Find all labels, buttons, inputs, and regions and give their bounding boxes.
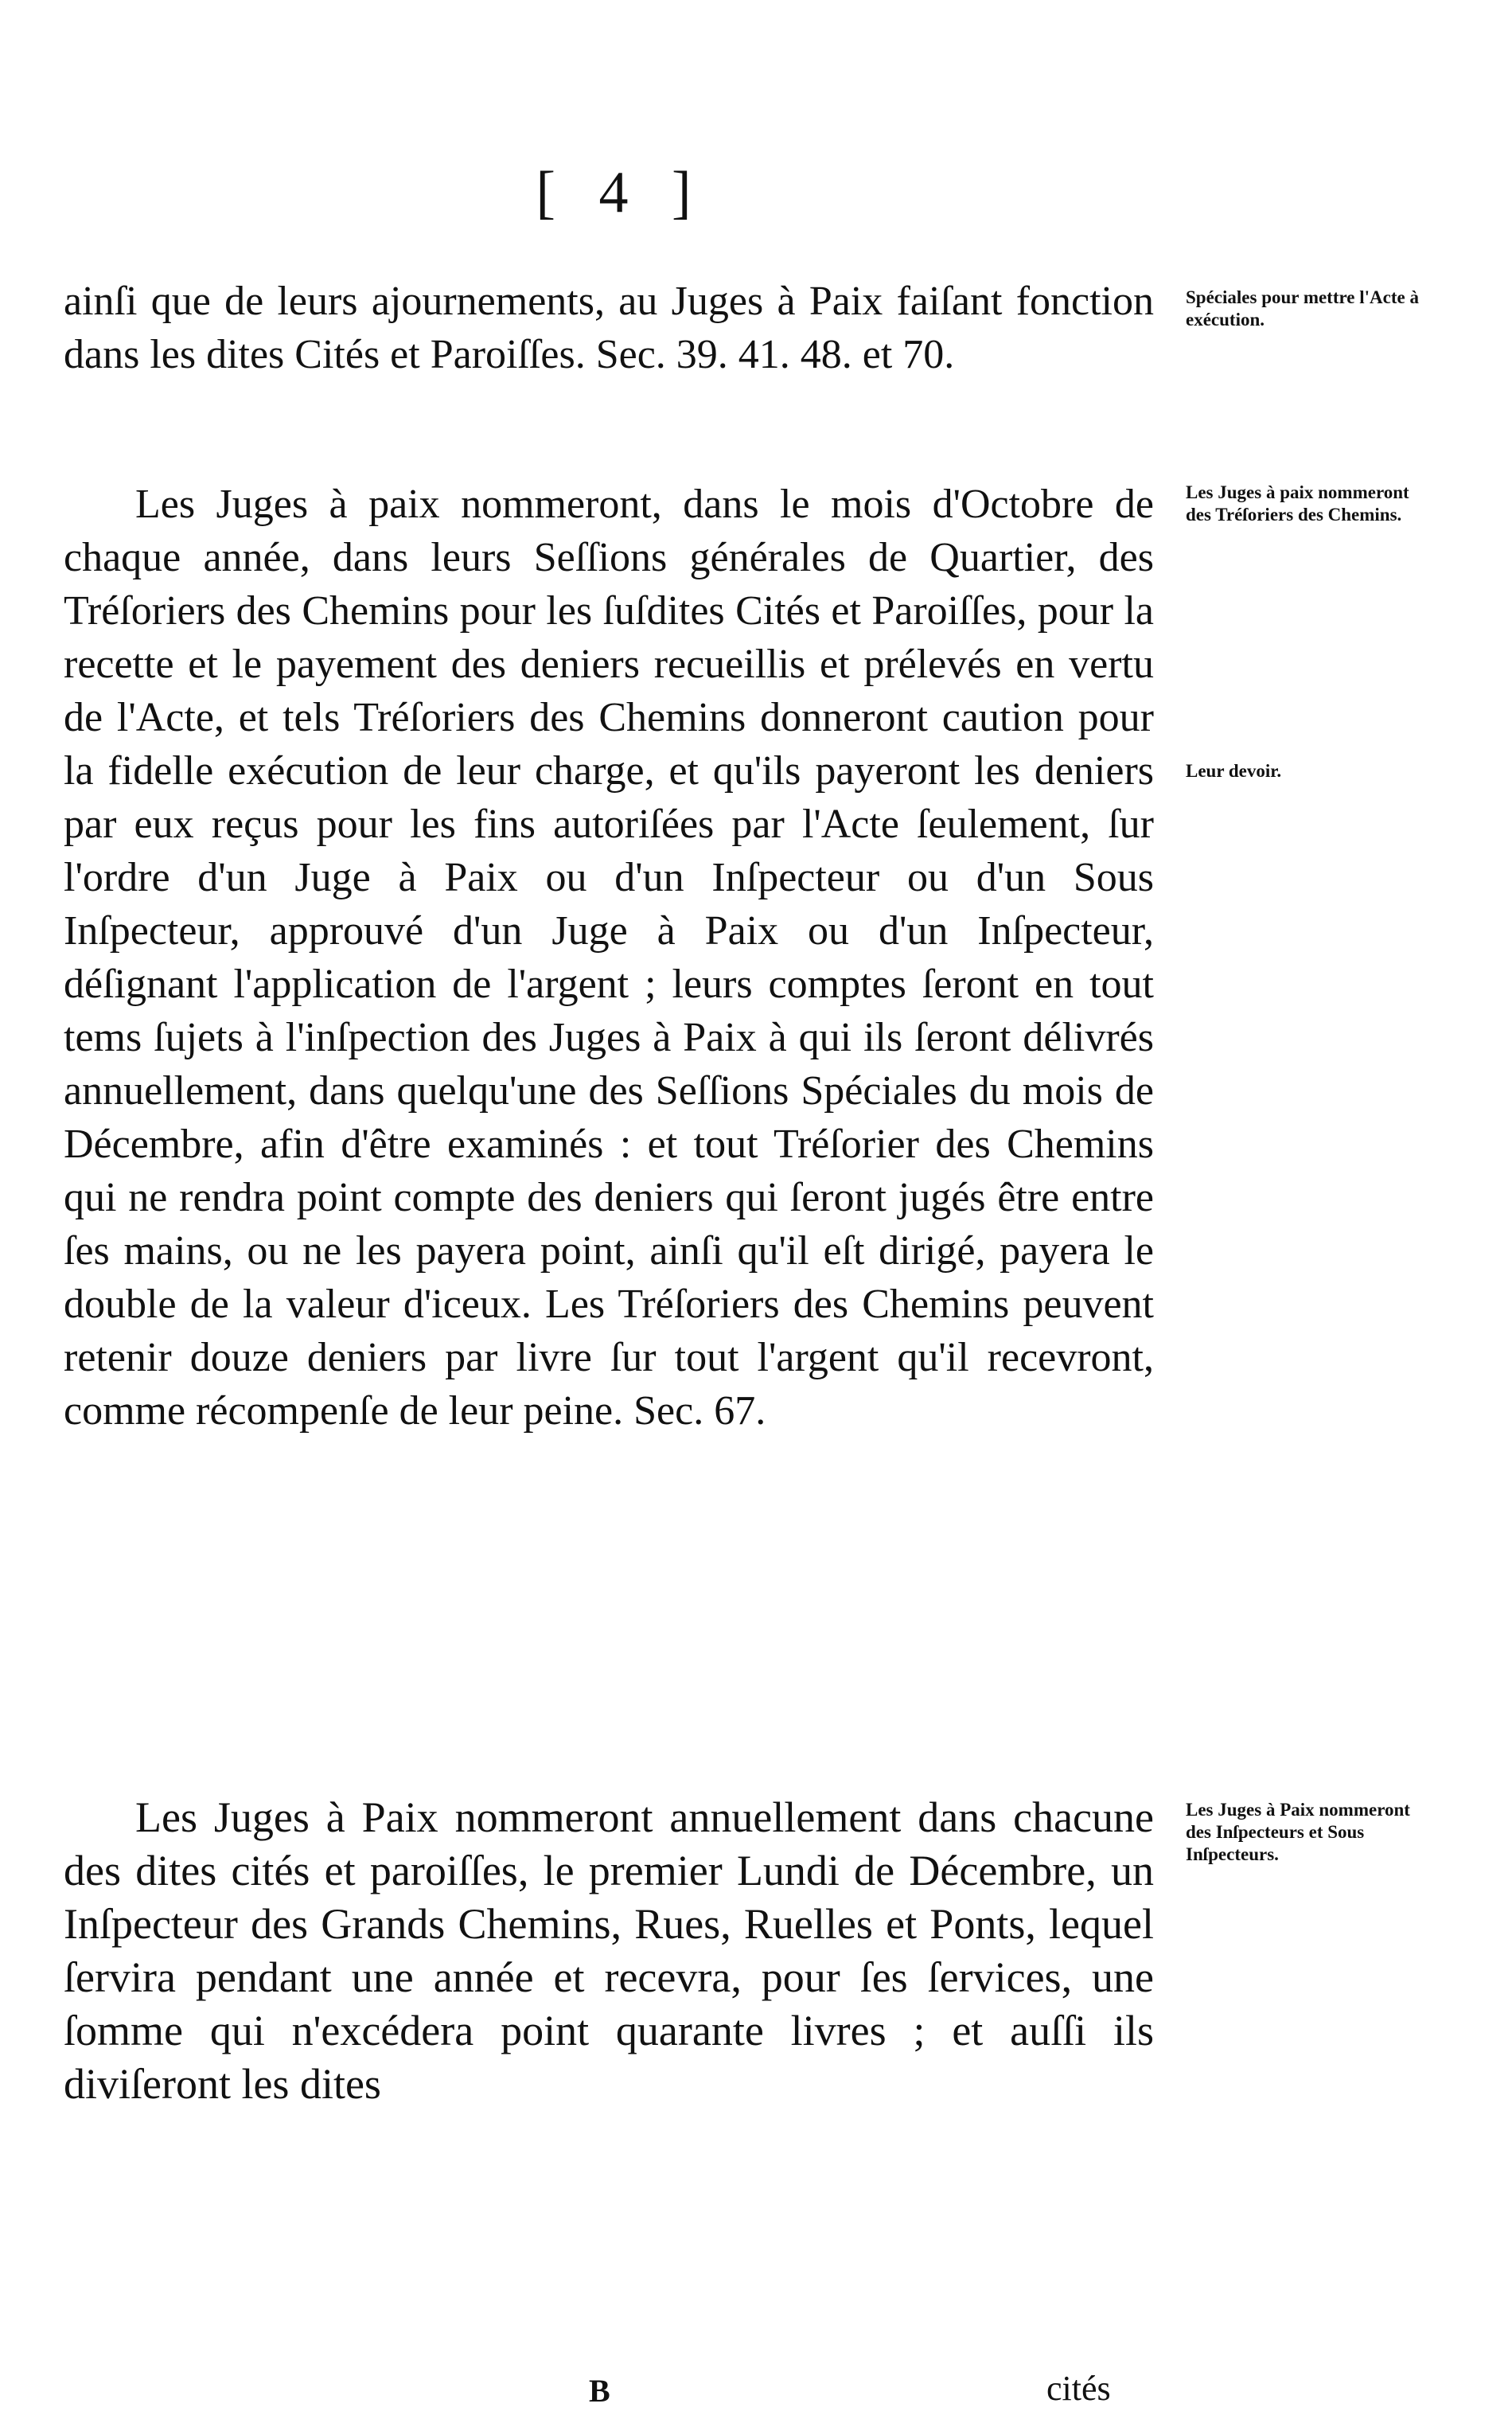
margin-note-treasurers: Les Juges à paix nommeront des Tréſoriers des Chemins.	[1186, 482, 1409, 525]
paragraph-treasurers: Les Juges à paix nommeront, dans le mois d'Octobre de chaque année, dans leurs Seſſions générales de Quartier, des Tréſoriers des Chemins pour les ſuſdites Cités et Paroiſſes, pour la recette et le payement des deniers recueillis et prélevés en vertu de l'Acte, et tels Tréſoriers des Chemins donneront caution pour la fidelle exécution de leur charge, et qu'ils payeront les deniers par eux reçus pour les fins autoriſées par l'Acte ſeulement, ſur l'ordre d'un Juge à Paix ou d'un Inſpecteur ou d'un Sous Inſpecteur, approuvé d'un Juge à Paix ou d'un Inſpecteur, déſignant l'application de l'argent ; leurs comptes ſeront en tout tems ſujets à l'inſpection des Juges à Paix à qui ils ſeront délivrés annuellement, dans quelqu'une des Seſſions Spéciales du mois de Décembre, afin d'être examinés : et tout Tréſorier des Chemins qui ne rendra point compte des deniers qui ſeront jugés être entre ſes mains, ou ne les payera point, ainſi qu'il eſt dirigé, payera le double de la valeur d'iceux. Les Tréſoriers des Chemins peuvent retenir douze deniers par livre ſur tout l'argent qu'il recevront, comme récompenſe de leur peine. Sec. 67.	[64, 482, 1154, 1434]
paragraph-continuation: ainſi que de leurs ajournements, au Juges à Paix faiſant fonction dans les dites Cités et Paroiſſes. Sec. 39. 41. 48. et 70.	[64, 279, 1154, 377]
margin-note-special-sessions: Spéciales pour mettre l'Acte à exécution.	[1186, 287, 1419, 330]
margin-note-duty: Leur devoir.	[1186, 761, 1282, 781]
page-number: [ 4 ]	[536, 160, 706, 225]
paragraph-inspectors: Les Juges à Paix nommeront annuellement dans chacune des dites cités et paroiſſes, le premier Lundi de Décembre, un Inſpecteur des Grands Chemins, Rues, Ruelles et Ponts, lequel ſervira pendant une année et recevra, pour ſes ſervices, une ſomme qui n'excédera point quarante livres ; et auſſi ils diviſeront les dites	[64, 1793, 1154, 2108]
signature-mark: B	[589, 2373, 610, 2409]
margin-note-inspectors: Les Juges à Paix nommeront des Inſpecteurs et Sous Inſpecteurs.	[1186, 1800, 1410, 1864]
catchword: cités	[1046, 2369, 1111, 2408]
